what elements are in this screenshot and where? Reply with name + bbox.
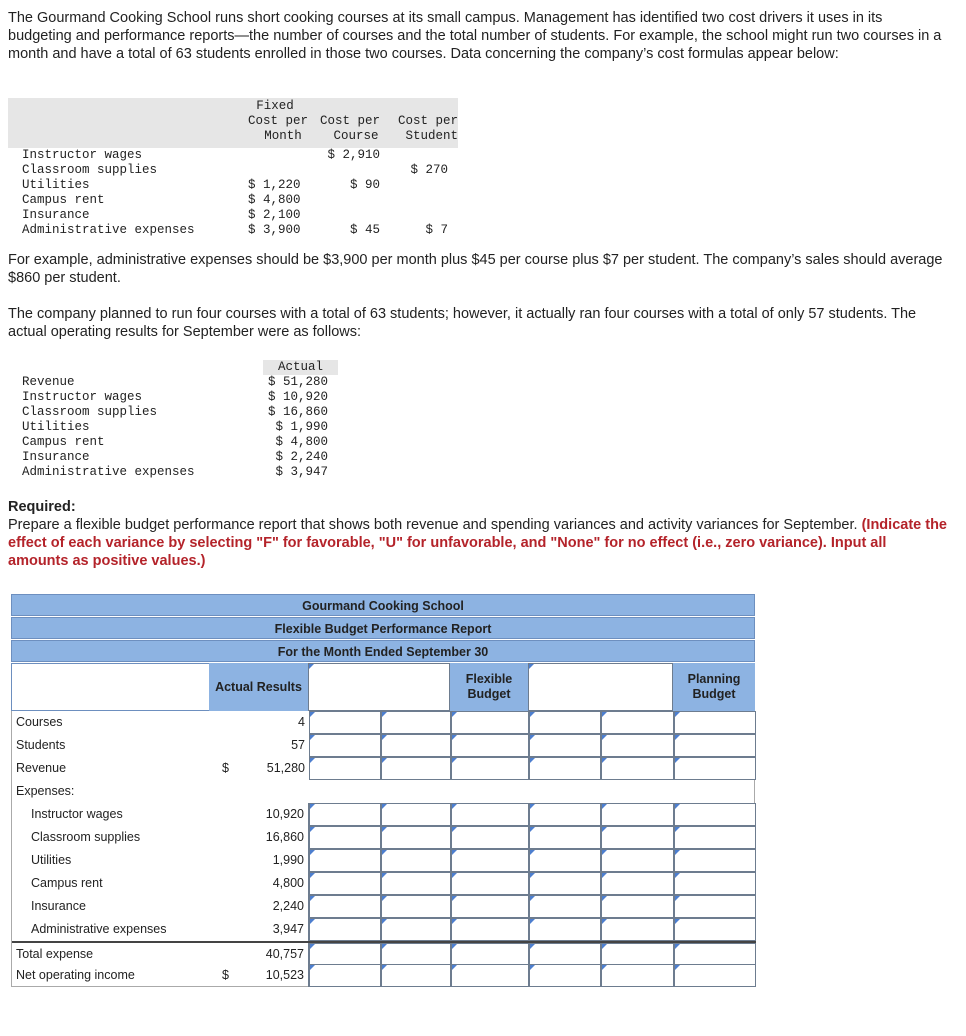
activity-variance-input[interactable] xyxy=(529,895,601,918)
actual-row-label: Insurance xyxy=(22,450,90,464)
variance-effect-select[interactable] xyxy=(381,964,451,987)
dollar-sign xyxy=(222,826,234,849)
cost-row xyxy=(8,178,458,193)
actual-value: 1,990 xyxy=(242,849,309,872)
report-column-header xyxy=(11,663,755,711)
variance-amount-input[interactable] xyxy=(309,918,381,941)
cost-row-label: Instructor wages xyxy=(22,148,143,162)
activity-variance-input[interactable] xyxy=(529,872,601,895)
actual-row-label: Administrative expenses xyxy=(22,465,195,479)
variance-header-input-1[interactable] xyxy=(308,663,450,711)
actual-row xyxy=(8,390,338,405)
flexible-budget-input[interactable] xyxy=(451,803,529,826)
cost-row xyxy=(8,223,458,238)
activity-variance-input[interactable] xyxy=(529,918,601,941)
actual-row xyxy=(8,435,338,450)
required-instructions xyxy=(8,516,948,570)
planning-budget-input[interactable] xyxy=(674,895,756,918)
col-actual-results: Actual Results xyxy=(209,663,308,711)
variance-effect-select[interactable] xyxy=(381,826,451,849)
variance-effect-select[interactable] xyxy=(381,872,451,895)
activity-effect-select[interactable] xyxy=(601,734,674,757)
cost-formula-table xyxy=(8,98,458,237)
activity-effect-select[interactable] xyxy=(601,849,674,872)
required-note: (Indicate the effect of each variance by selecting "F" for favorable, "U" for unfavorable, and "None" for no effect (i.e., zero variance). Input all amounts as positive values.) xyxy=(8,517,947,569)
variance-amount-input[interactable] xyxy=(309,964,381,987)
activity-variance-input[interactable] xyxy=(529,826,601,849)
flexible-budget-input[interactable] xyxy=(451,918,529,941)
report-row-label: Total expense xyxy=(16,947,94,961)
cost-row-course: $ 2,910 xyxy=(327,148,380,162)
flexible-budget-input[interactable] xyxy=(451,711,529,734)
intro-text: The Gourmand Cooking School runs short cooking courses at its small campus. Management has identified two cost drivers it uses in its budgeting and performance reports—the number of courses and the total number of students. For example, the school might run two courses in a month and have a total of 63 students enrolled in those two courses. Data concerning the company’s cost formulas appear below: xyxy=(8,10,942,62)
report-row xyxy=(12,711,756,734)
dollar-sign xyxy=(222,895,234,918)
flexible-budget-input[interactable] xyxy=(451,757,529,780)
actual-row-value: $ 2,240 xyxy=(275,450,328,464)
actual-value: 10,920 xyxy=(242,803,309,826)
cost-row-fixed: $ 2,100 xyxy=(248,208,301,222)
header-student-1: Cost per xyxy=(397,114,458,128)
activity-effect-select[interactable] xyxy=(601,964,674,987)
planning-budget-input[interactable] xyxy=(674,757,756,780)
actual-row-label: Revenue xyxy=(22,375,75,389)
actual-row-value: $ 51,280 xyxy=(267,375,328,389)
actual-value: 40,757 xyxy=(242,943,309,966)
cost-row-label: Campus rent xyxy=(22,193,105,207)
actual-value: 4,800 xyxy=(242,872,309,895)
variance-effect-select[interactable] xyxy=(381,711,451,734)
col-planning-budget: Planning Budget xyxy=(673,663,755,711)
col-flexible-budget: Flexible Budget xyxy=(450,663,528,711)
variance-amount-input[interactable] xyxy=(309,826,381,849)
actual-row-value: $ 1,990 xyxy=(275,420,328,434)
flexible-budget-input[interactable] xyxy=(451,895,529,918)
flexible-budget-input[interactable] xyxy=(451,964,529,987)
activity-variance-input[interactable] xyxy=(529,849,601,872)
activity-variance-input[interactable] xyxy=(529,964,601,987)
actual-header: Actual xyxy=(263,360,338,375)
report-row xyxy=(12,849,756,872)
performance-report xyxy=(11,594,755,987)
variance-effect-select[interactable] xyxy=(381,757,451,780)
variance-amount-input[interactable] xyxy=(309,803,381,826)
actual-value: 10,523 xyxy=(242,964,309,987)
report-row-label: Expenses: xyxy=(16,784,75,798)
planning-budget-input[interactable] xyxy=(674,872,756,895)
cost-row-fixed: $ 3,900 xyxy=(248,223,301,237)
cost-row xyxy=(8,148,458,163)
report-row xyxy=(12,757,756,780)
actual-row-label: Instructor wages xyxy=(22,390,143,404)
actual-row xyxy=(8,405,338,420)
report-row-label: Net operating income xyxy=(16,968,135,982)
planning-budget-input[interactable] xyxy=(674,849,756,872)
header-fixed-3: Month xyxy=(264,129,302,143)
planning-budget-input[interactable] xyxy=(674,918,756,941)
cost-row-label: Administrative expenses xyxy=(22,223,195,237)
variance-amount-input[interactable] xyxy=(309,849,381,872)
activity-variance-input[interactable] xyxy=(529,711,601,734)
flexible-budget-input[interactable] xyxy=(451,734,529,757)
required-label: Required: xyxy=(8,499,76,515)
actual-row-value: $ 3,947 xyxy=(275,465,328,479)
report-row-label: Campus rent xyxy=(31,876,103,890)
actual-results-table xyxy=(8,360,338,486)
dollar-sign xyxy=(222,872,234,895)
activity-effect-select[interactable] xyxy=(601,803,674,826)
report-rows xyxy=(11,711,755,987)
report-row xyxy=(12,734,756,757)
report-row xyxy=(12,941,756,966)
cost-row-label: Utilities xyxy=(22,178,90,192)
cost-row xyxy=(8,193,458,208)
activity-variance-input[interactable] xyxy=(529,757,601,780)
variance-effect-select[interactable] xyxy=(381,895,451,918)
cost-row xyxy=(8,208,458,223)
activity-variance-input[interactable] xyxy=(529,734,601,757)
activity-effect-select[interactable] xyxy=(601,943,674,966)
plan-text: The company planned to run four courses with a total of 63 students; however, it actually ran four courses with a total of only 57 students. The actual operating results for September were as follows: xyxy=(8,306,917,340)
actual-row-label: Classroom supplies xyxy=(22,405,158,419)
actual-row xyxy=(8,465,338,480)
variance-effect-select[interactable] xyxy=(381,918,451,941)
report-row xyxy=(12,872,756,895)
dollar-sign xyxy=(222,943,234,966)
flexible-budget-input[interactable] xyxy=(451,943,529,966)
example-text: For example, administrative expenses should be $3,900 per month plus $45 per course plus $7 per student. The company’s sales should average $860 per student. xyxy=(8,252,943,286)
report-row xyxy=(12,964,756,987)
actual-row-value: $ 10,920 xyxy=(267,390,328,404)
variance-amount-input[interactable] xyxy=(309,895,381,918)
actual-row xyxy=(8,420,338,435)
planning-budget-input[interactable] xyxy=(674,826,756,849)
report-row xyxy=(12,803,756,826)
report-title: Gourmand Cooking School xyxy=(11,594,755,616)
report-subtitle: Flexible Budget Performance Report xyxy=(11,617,755,639)
variance-amount-input[interactable] xyxy=(309,711,381,734)
report-row-label: Revenue xyxy=(16,761,67,775)
actual-value: 16,860 xyxy=(242,826,309,849)
variance-amount-input[interactable] xyxy=(309,872,381,895)
actual-value: 51,280 xyxy=(266,761,305,775)
actual-row-value: $ 4,800 xyxy=(275,435,328,449)
actual-row-label: Campus rent xyxy=(22,435,105,449)
dollar-sign xyxy=(222,849,234,872)
activity-effect-select[interactable] xyxy=(601,872,674,895)
dollar-sign: $ xyxy=(222,968,229,982)
variance-effect-select[interactable] xyxy=(381,803,451,826)
report-row xyxy=(12,895,756,918)
cost-row xyxy=(8,163,458,178)
variance-effect-select[interactable] xyxy=(381,734,451,757)
header-course-2: Course xyxy=(333,129,379,143)
variance-amount-input[interactable] xyxy=(309,943,381,966)
planning-budget-input[interactable] xyxy=(674,943,756,966)
actual-row-label: Utilities xyxy=(22,420,90,434)
dollar-sign xyxy=(222,734,234,757)
variance-effect-select[interactable] xyxy=(381,849,451,872)
actual-value: 4 xyxy=(298,715,305,729)
variance-amount-input[interactable] xyxy=(309,734,381,757)
dollar-sign: $ xyxy=(222,761,229,775)
report-row xyxy=(12,918,756,941)
actual-row xyxy=(8,450,338,465)
dollar-sign xyxy=(222,711,234,734)
dollar-sign xyxy=(222,918,234,941)
flexible-budget-input[interactable] xyxy=(451,849,529,872)
activity-effect-select[interactable] xyxy=(601,918,674,941)
activity-effect-select[interactable] xyxy=(601,711,674,734)
activity-effect-select[interactable] xyxy=(601,895,674,918)
header-student-2: Student xyxy=(405,129,458,143)
report-row-label: Administrative expenses xyxy=(31,922,167,936)
report-row-label: Courses xyxy=(16,715,63,729)
activity-variance-input[interactable] xyxy=(529,803,601,826)
variance-header-input-2[interactable] xyxy=(528,663,673,711)
cost-row-fixed: $ 1,220 xyxy=(248,178,301,192)
header-course-1: Cost per xyxy=(320,114,381,128)
header-fixed-2: Cost per xyxy=(248,114,309,128)
report-row xyxy=(12,826,756,849)
actual-value: 57 xyxy=(291,738,305,752)
cost-row-course: $ 45 xyxy=(349,223,380,237)
actual-row xyxy=(8,375,338,390)
flexible-budget-input[interactable] xyxy=(451,826,529,849)
dollar-sign xyxy=(222,803,234,826)
actual-row-value: $ 16,860 xyxy=(267,405,328,419)
report-row-label: Classroom supplies xyxy=(31,830,141,844)
planning-budget-input[interactable] xyxy=(674,711,756,734)
required-text: Prepare a flexible budget performance report that shows both revenue and spending variances and activity variances for September. xyxy=(8,517,858,533)
report-period: For the Month Ended September 30 xyxy=(11,640,755,662)
actual-value: 2,240 xyxy=(242,895,309,918)
cost-row-student: $ 7 xyxy=(425,223,448,237)
cost-row-student: $ 270 xyxy=(410,163,448,177)
cost-table-header xyxy=(8,98,458,148)
activity-effect-select[interactable] xyxy=(601,757,674,780)
activity-variance-input[interactable] xyxy=(529,943,601,966)
actual-value: 3,947 xyxy=(242,918,309,941)
report-row-label: Utilities xyxy=(31,853,72,867)
variance-amount-input[interactable] xyxy=(309,757,381,780)
report-row-label: Students xyxy=(16,738,66,752)
flexible-budget-input[interactable] xyxy=(451,872,529,895)
planning-budget-input[interactable] xyxy=(674,964,756,987)
report-row-label: Instructor wages xyxy=(31,807,123,821)
header-fixed-1: Fixed xyxy=(256,99,294,113)
cost-row-fixed: $ 4,800 xyxy=(248,193,301,207)
report-row-label: Insurance xyxy=(31,899,86,913)
planning-budget-input[interactable] xyxy=(674,734,756,757)
cost-row-label: Insurance xyxy=(22,208,90,222)
activity-effect-select[interactable] xyxy=(601,826,674,849)
variance-effect-select[interactable] xyxy=(381,943,451,966)
cost-row-course: $ 90 xyxy=(349,178,380,192)
cost-row-label: Classroom supplies xyxy=(22,163,158,177)
report-row xyxy=(12,780,756,803)
planning-budget-input[interactable] xyxy=(674,803,756,826)
